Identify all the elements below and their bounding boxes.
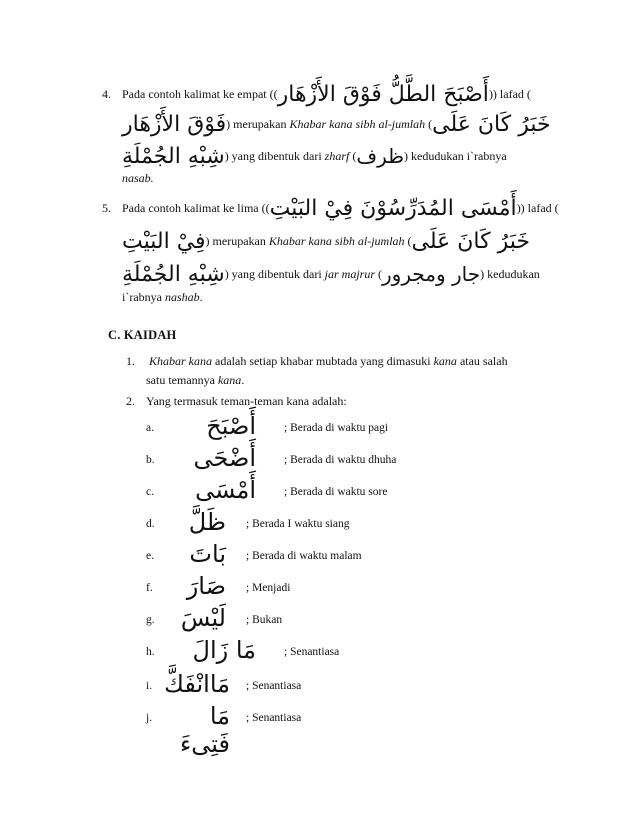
list-description: ; Berada di waktu pagi: [284, 422, 389, 434]
arabic-phrase: شِبْهِ الجُمْلَةِ: [122, 262, 225, 287]
item-text: ) merupakan: [226, 117, 290, 131]
arabic-phrase: أَمْسَى المُدَرِّسُوْنَ فِيْ البَيْتِ: [269, 196, 517, 221]
kaidah-item-2: [126, 392, 546, 412]
list-letter: j.: [146, 712, 153, 724]
item-number: 1.: [126, 354, 135, 368]
item-term: jar majrur: [324, 267, 376, 281]
item-text: (: [425, 117, 433, 131]
list-description: ; Bukan: [246, 614, 283, 626]
item-line-4: [122, 289, 203, 305]
item-text: ) yang dibentuk dari: [224, 149, 325, 163]
list-item-5: [102, 196, 559, 306]
section-heading: C. KAIDAH: [108, 328, 177, 342]
list-description: ; Senantiasa: [246, 712, 302, 724]
list-letter: g.: [146, 614, 155, 626]
kaidah-line-1: [146, 352, 546, 371]
item-text: )) lafad (: [516, 201, 559, 215]
arabic-phrase: فِيْ البَيْتِ: [122, 229, 206, 254]
arabic-word: لَيْسَ: [180, 604, 226, 632]
arabic-word: ظَلَّ: [188, 508, 226, 536]
kaidah-item-1: [126, 352, 546, 392]
arabic-phrase: شِبْهِ الجُمْلَةِ: [122, 144, 225, 169]
arabic-phrase: خَبَرُ كَانَ عَلَى: [432, 112, 551, 137]
item-text: Pada contoh kalimat ke lima ((: [122, 201, 270, 215]
item-text: ) kedudukan: [480, 267, 540, 281]
item-term: Khabar kana sibh al-jumlah: [268, 234, 405, 248]
item-line-3: [122, 262, 540, 287]
list-letter: a.: [146, 422, 154, 434]
item-text: satu temannya: [146, 373, 218, 387]
item-text: i`rabnya: [122, 290, 165, 304]
item-text: (: [404, 234, 412, 248]
arabic-word: أَضْحَى: [193, 444, 256, 472]
item-number: 5.: [102, 201, 111, 215]
item-term: kana: [433, 354, 457, 368]
arabic-word: مَاانْفَكَّ: [164, 670, 230, 698]
item-term: nashab: [164, 290, 200, 304]
list-letter: h.: [146, 646, 155, 658]
item-text: ) yang dibentuk dari: [224, 267, 325, 281]
arabic-word: مَا زَالَ: [192, 636, 256, 664]
item-line-1: [122, 196, 559, 221]
list-description: ; Senantiasa: [246, 680, 302, 692]
item-number: 2.: [126, 394, 135, 408]
list-description: ; Berada I waktu siang: [246, 518, 350, 530]
item-text: ) kedudukan i`rabnya: [404, 149, 507, 163]
item-text: ) merupakan: [205, 234, 269, 248]
item-term: kana: [217, 373, 242, 387]
item-line-1: [122, 82, 531, 107]
list-item-4: [102, 82, 551, 185]
item-text: .: [241, 373, 245, 387]
item-text: (: [375, 267, 383, 281]
item-text: Pada contoh kalimat ke empat ((: [122, 87, 278, 101]
list-letter: b.: [146, 454, 155, 466]
list-description: ; Berada di waktu sore: [284, 486, 388, 498]
list-letter: c.: [146, 486, 154, 498]
item-text: )) lafad (: [488, 87, 531, 101]
item-term: Khabar kana: [149, 354, 212, 368]
arabic-phrase: خَبَرُ كَانَ عَلَى: [411, 229, 530, 254]
list-description: ; Berada di waktu dhuha: [284, 454, 397, 466]
list-description: ; Menjadi: [246, 582, 291, 594]
item-line-2: [122, 229, 530, 254]
arabic-word: مَا فَتِىءَ: [179, 702, 230, 758]
list-letter: d.: [146, 518, 155, 530]
item-term: zharf: [324, 149, 350, 163]
arabic-phrase: جار ومجرور: [382, 262, 481, 286]
arabic-word: أَصْبَحَ: [206, 412, 256, 440]
arabic-word: أَمْسَى: [195, 476, 256, 504]
item-line-2: [122, 112, 551, 137]
list-letter: f.: [146, 582, 153, 594]
arabic-phrase: أَصْبَحَ الطَّلُّ فَوْقَ الأَزْهَار: [277, 82, 489, 107]
item-text: .: [199, 290, 203, 304]
item-line-3: [122, 144, 507, 169]
arabic-word: بَاتَ: [189, 540, 226, 568]
item-term: Khabar kana sibh al-jumlah: [289, 117, 426, 131]
item-text: (: [349, 149, 357, 163]
item-line-4: nasab.: [122, 171, 154, 185]
kaidah-line-2: [146, 371, 546, 390]
list-letter: e.: [146, 550, 154, 562]
item-number: 4.: [102, 87, 111, 101]
arabic-phrase: فَوْقَ الأَزْهَار: [122, 112, 227, 137]
list-letter: i.: [146, 680, 153, 692]
kaidah-line-1: Yang termasuk teman-teman kana adalah:: [146, 394, 347, 408]
arabic-word: صَارَ: [186, 572, 226, 600]
arabic-phrase: ظرف: [356, 144, 405, 168]
item-text: adalah setiap khabar mubtada yang dimasuki: [212, 354, 434, 368]
list-description: ; Berada di waktu malam: [246, 550, 362, 562]
list-description: ; Senantiasa: [284, 646, 340, 658]
item-text: atau salah: [456, 354, 508, 368]
